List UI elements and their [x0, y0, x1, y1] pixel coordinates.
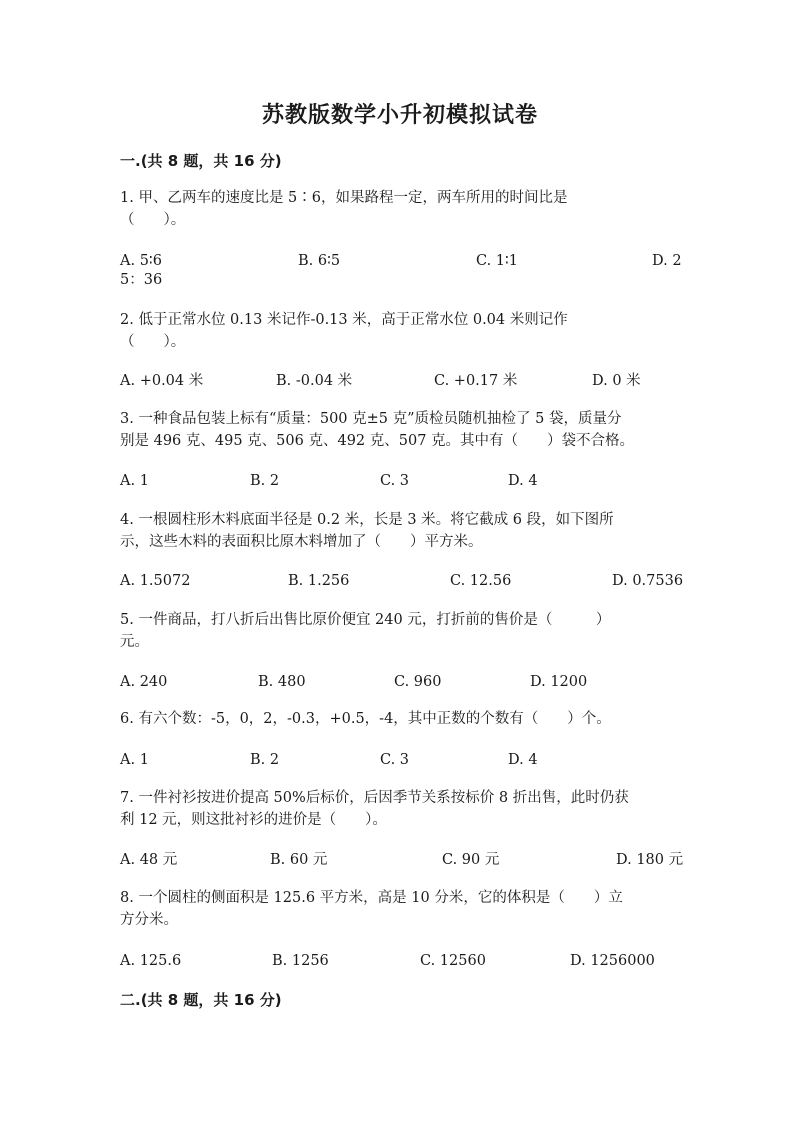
q5-option-b: B. 480	[258, 674, 306, 690]
question-7	[120, 787, 680, 831]
question-5	[120, 609, 680, 653]
section-heading-1: 一.(共 8 题，共 16 分)	[120, 152, 282, 170]
q1-option-d-continued: 5：36	[120, 272, 163, 288]
q1-option-c: C. 1∶1	[476, 253, 519, 269]
q2-option-c: C. +0.17 米	[434, 373, 518, 389]
question-4-line-1: 4. 一根圆柱形木料底面半径是 0.2 米，长是 3 米。将它截成 6 段，如下图所	[120, 512, 614, 528]
q2-option-b: B. -0.04 米	[276, 373, 353, 389]
q7-option-a: A. 48 元	[120, 852, 178, 868]
question-7-line-2: 利 12 元，则这批衬衫的进价是（ ）。	[120, 812, 387, 828]
q7-option-b: B. 60 元	[270, 852, 328, 868]
q4-option-d: D. 0.7536	[612, 573, 684, 589]
q4-option-b: B. 1.256	[288, 573, 350, 589]
q3-option-d: D. 4	[508, 473, 538, 489]
q6-option-b: B. 2	[250, 752, 280, 768]
question-2-line-2: （ ）。	[120, 334, 186, 350]
q1-option-d: D. 2	[652, 253, 682, 269]
q8-option-a: A. 125.6	[120, 953, 182, 969]
q6-option-d: D. 4	[508, 752, 538, 768]
q5-option-a: A. 240	[120, 674, 168, 690]
q2-option-a: A. +0.04 米	[120, 373, 204, 389]
question-5-line-2: 元。	[120, 634, 149, 650]
q5-option-d: D. 1200	[530, 674, 588, 690]
q4-option-a: A. 1.5072	[120, 573, 191, 589]
q5-option-c: C. 960	[394, 674, 442, 690]
question-2	[120, 309, 680, 353]
question-2-line-1: 2. 低于正常水位 0.13 米记作-0.13 米，高于正常水位 0.04 米则记作	[120, 312, 568, 328]
q3-option-c: C. 3	[380, 473, 410, 489]
q8-option-b: B. 1256	[272, 953, 329, 969]
question-1-line-1: 1. 甲、乙两车的速度比是 5∶6，如果路程一定，两车所用的时间比是	[120, 190, 568, 206]
page-title: 苏教版数学小升初模拟试卷	[261, 103, 538, 128]
question-6-line-1: 6. 有六个数：-5，0，2，-0.3，+0.5，-4，其中正数的个数有（ ）个。	[120, 711, 611, 727]
question-5-line-1: 5. 一件商品，打八折后出售比原价便宜 240 元，打折前的售价是（ ）	[120, 612, 611, 628]
q2-option-d: D. 0 米	[592, 373, 641, 389]
q1-option-b: B. 6∶5	[298, 253, 341, 269]
q3-option-b: B. 2	[250, 473, 280, 489]
question-8	[120, 887, 680, 931]
section-heading-2: 二.(共 8 题，共 16 分)	[120, 991, 282, 1009]
q1-option-a: A. 5∶6	[120, 253, 162, 269]
question-3-line-2: 别是 496 克、495 克、506 克、492 克、507 克。其中有（ ）袋不合格。	[120, 433, 635, 449]
q4-option-c: C. 12.56	[450, 573, 512, 589]
question-3	[120, 408, 680, 452]
q7-option-c: C. 90 元	[442, 852, 500, 868]
q6-option-c: C. 3	[380, 752, 410, 768]
question-4-line-2: 示，这些木料的表面积比原木料增加了（ ）平方米。	[120, 534, 483, 550]
question-1-line-2: （ ）。	[120, 212, 186, 228]
question-8-line-2: 方分米。	[120, 912, 178, 928]
q8-option-d: D. 1256000	[570, 953, 655, 969]
q6-option-a: A. 1	[120, 752, 149, 768]
question-8-line-1: 8. 一个圆柱的侧面积是 125.6 平方米，高是 10 分米，它的体积是（ ）立	[120, 890, 623, 906]
question-7-line-1: 7. 一件衬衫按进价提高 50%后标价，后因季节关系按标价 8 折出售，此时仍获	[120, 790, 629, 806]
question-3-line-1: 3. 一种食品包装上标有“质量：500 克±5 克”质检员随机抽检了 5 袋，质量分	[120, 411, 622, 427]
q3-option-a: A. 1	[120, 473, 149, 489]
question-6	[120, 708, 680, 730]
q8-option-c: C. 12560	[420, 953, 486, 969]
q7-option-d: D. 180 元	[616, 852, 684, 868]
question-1	[120, 187, 680, 231]
question-4	[120, 509, 680, 553]
